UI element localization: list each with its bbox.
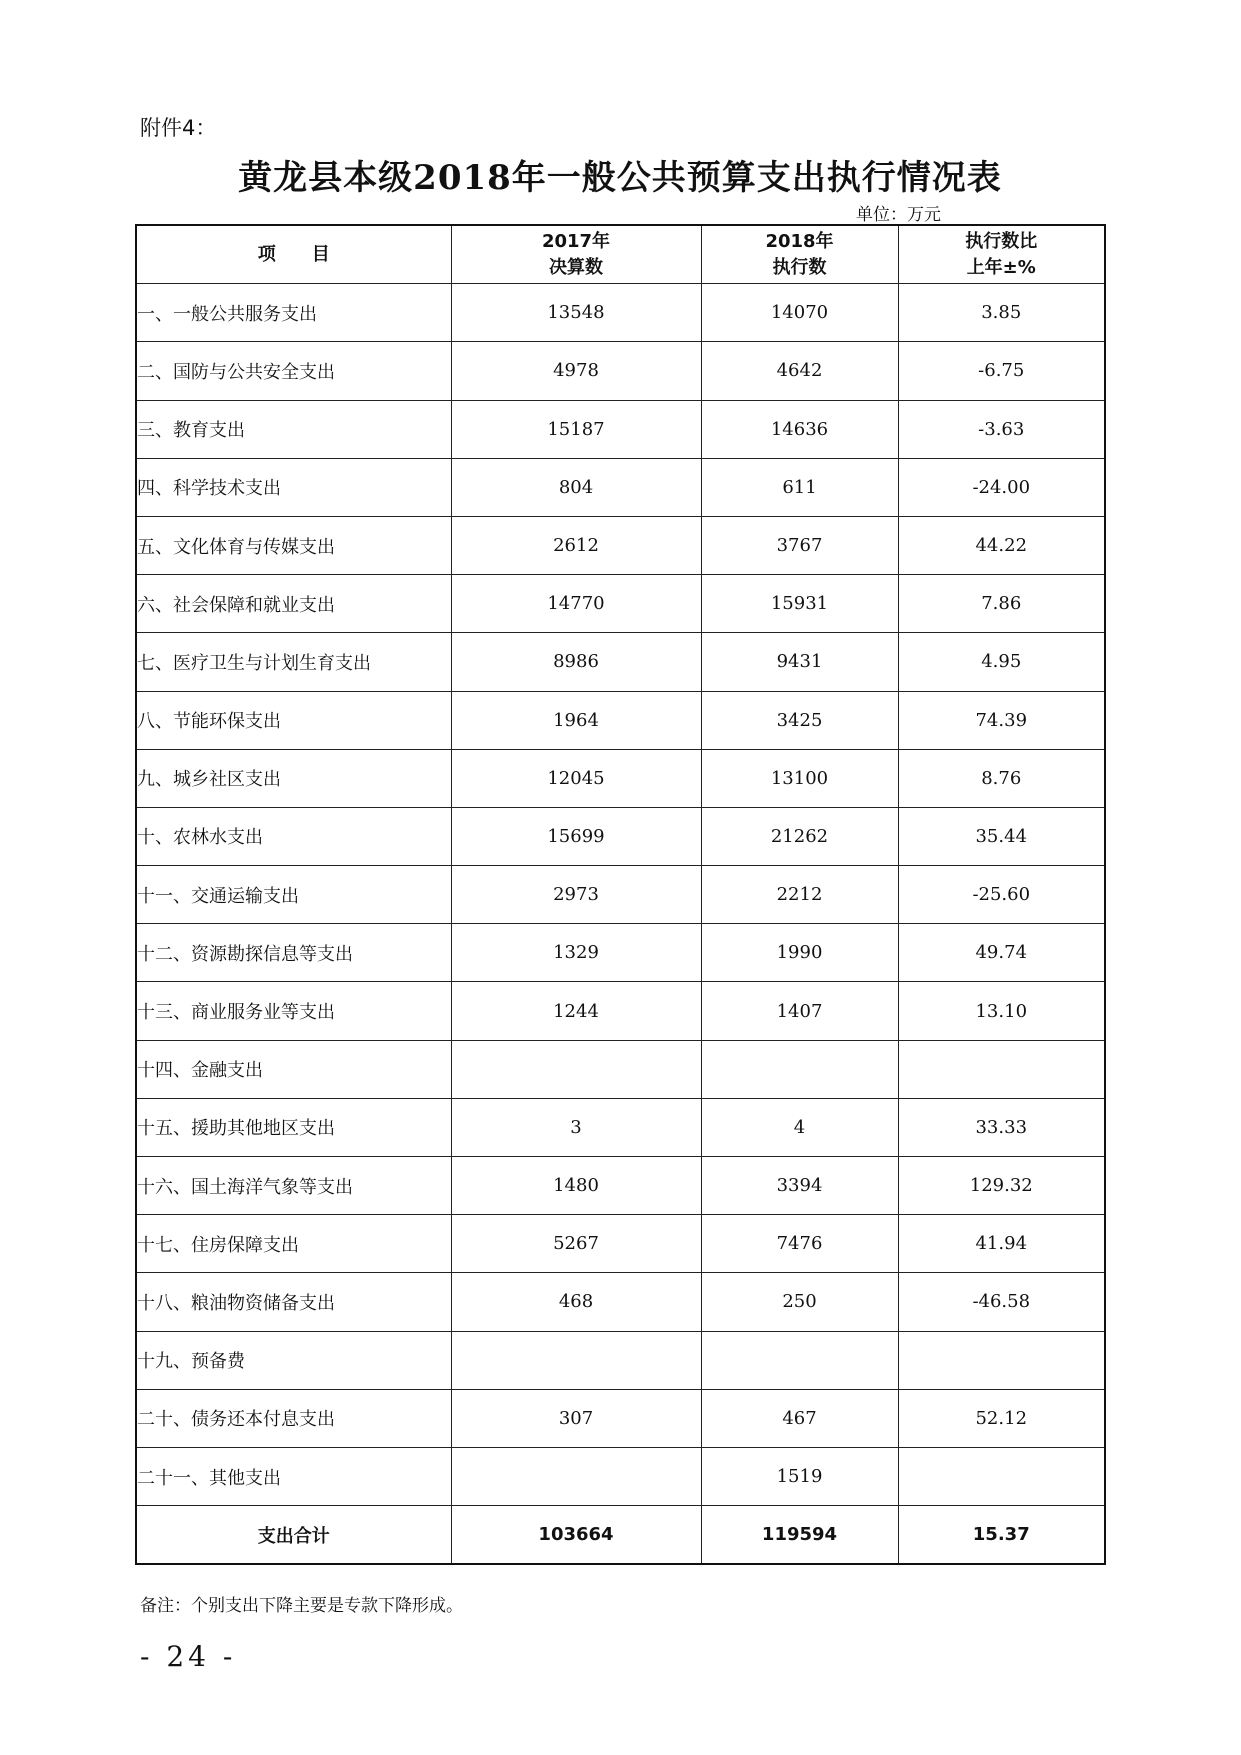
total-change-pct: 15.37 — [898, 1506, 1105, 1565]
table-row — [136, 1215, 1105, 1273]
row-item-name: 十二、资源勘探信息等支出 — [136, 924, 451, 982]
row-2017-value: 307 — [451, 1389, 701, 1447]
table-row — [136, 458, 1105, 516]
row-change-pct: 129.32 — [898, 1157, 1105, 1215]
footnote: 备注：个别支出下降主要是专款下降形成。 — [140, 1596, 463, 1616]
row-item-name: 一、一般公共服务支出 — [136, 284, 451, 342]
row-2018-value: 15931 — [701, 575, 898, 633]
row-2017-value: 5267 — [451, 1215, 701, 1273]
row-2017-value: 2612 — [451, 516, 701, 574]
table-row — [136, 1273, 1105, 1331]
table-row — [136, 1389, 1105, 1447]
row-2018-value: 1990 — [701, 924, 898, 982]
row-item-name: 十七、住房保障支出 — [136, 1215, 451, 1273]
row-change-pct: -3.63 — [898, 400, 1105, 458]
row-2018-value: 7476 — [701, 1215, 898, 1273]
row-2017-value: 13548 — [451, 284, 701, 342]
row-change-pct: -25.60 — [898, 866, 1105, 924]
unit-label: 单位：万元 — [856, 205, 941, 225]
row-2018-value: 4642 — [701, 342, 898, 400]
table-row — [136, 633, 1105, 691]
header-2018 — [701, 225, 898, 284]
row-item-name: 九、城乡社区支出 — [136, 749, 451, 807]
header-item — [136, 225, 451, 284]
row-change-pct: 35.44 — [898, 807, 1105, 865]
attachment-label: 附件4： — [140, 116, 217, 140]
table-row — [136, 1331, 1105, 1389]
total-2017-value: 103664 — [451, 1506, 701, 1565]
row-2018-value: 13100 — [701, 749, 898, 807]
row-item-name: 二十、债务还本付息支出 — [136, 1389, 451, 1447]
row-2018-value — [701, 1040, 898, 1098]
row-2017-value — [451, 1447, 701, 1505]
table-row — [136, 575, 1105, 633]
header-2017 — [451, 225, 701, 284]
row-2018-value: 3394 — [701, 1157, 898, 1215]
row-2018-value: 611 — [701, 458, 898, 516]
header-2018-line2: 执行数 — [772, 256, 827, 278]
row-2018-value: 467 — [701, 1389, 898, 1447]
table-row — [136, 924, 1105, 982]
row-change-pct: 13.10 — [898, 982, 1105, 1040]
row-change-pct: 3.85 — [898, 284, 1105, 342]
row-2018-value: 21262 — [701, 807, 898, 865]
row-2017-value: 468 — [451, 1273, 701, 1331]
row-item-name: 十一、交通运输支出 — [136, 866, 451, 924]
table-row — [136, 1157, 1105, 1215]
row-2017-value: 1964 — [451, 691, 701, 749]
header-item-label: 项 目 — [257, 243, 330, 265]
total-row — [136, 1506, 1105, 1565]
row-2018-value: 14636 — [701, 400, 898, 458]
row-change-pct — [898, 1331, 1105, 1389]
table-header-row — [136, 225, 1105, 284]
row-change-pct: 52.12 — [898, 1389, 1105, 1447]
table-row — [136, 1098, 1105, 1156]
table-row — [136, 807, 1105, 865]
table-row — [136, 284, 1105, 342]
total-label: 支出合计 — [136, 1506, 451, 1565]
row-item-name: 十三、商业服务业等支出 — [136, 982, 451, 1040]
row-2017-value: 1480 — [451, 1157, 701, 1215]
row-change-pct: -24.00 — [898, 458, 1105, 516]
table-row — [136, 866, 1105, 924]
row-2018-value: 3767 — [701, 516, 898, 574]
row-item-name: 十六、国土海洋气象等支出 — [136, 1157, 451, 1215]
row-item-name: 八、节能环保支出 — [136, 691, 451, 749]
row-2018-value: 3425 — [701, 691, 898, 749]
row-change-pct: 8.76 — [898, 749, 1105, 807]
row-2017-value: 1244 — [451, 982, 701, 1040]
row-2018-value: 250 — [701, 1273, 898, 1331]
table-row — [136, 1040, 1105, 1098]
row-item-name: 七、医疗卫生与计划生育支出 — [136, 633, 451, 691]
table-row — [136, 1447, 1105, 1505]
row-change-pct: 33.33 — [898, 1098, 1105, 1156]
header-2017-line2: 决算数 — [549, 256, 603, 278]
header-ratio-line2: 上年±% — [966, 256, 1036, 278]
row-2017-value: 15699 — [451, 807, 701, 865]
row-change-pct: -46.58 — [898, 1273, 1105, 1331]
row-change-pct: 49.74 — [898, 924, 1105, 982]
row-item-name: 六、社会保障和就业支出 — [136, 575, 451, 633]
header-2017-line1: 2017年 — [541, 230, 611, 252]
row-change-pct: 74.39 — [898, 691, 1105, 749]
row-2017-value: 3 — [451, 1098, 701, 1156]
row-2017-value: 1329 — [451, 924, 701, 982]
row-item-name: 二、国防与公共安全支出 — [136, 342, 451, 400]
table-row — [136, 400, 1105, 458]
row-2018-value: 9431 — [701, 633, 898, 691]
table-row — [136, 691, 1105, 749]
row-2017-value: 4978 — [451, 342, 701, 400]
row-item-name: 四、科学技术支出 — [136, 458, 451, 516]
row-change-pct — [898, 1040, 1105, 1098]
row-change-pct — [898, 1447, 1105, 1505]
row-change-pct: -6.75 — [898, 342, 1105, 400]
row-item-name: 十四、金融支出 — [136, 1040, 451, 1098]
row-item-name: 十八、粮油物资储备支出 — [136, 1273, 451, 1331]
row-item-name: 十五、援助其他地区支出 — [136, 1098, 451, 1156]
row-2017-value: 804 — [451, 458, 701, 516]
page-number: - 24 - — [140, 1640, 237, 1673]
row-2018-value: 1407 — [701, 982, 898, 1040]
row-change-pct: 7.86 — [898, 575, 1105, 633]
row-2018-value: 4 — [701, 1098, 898, 1156]
row-2017-value — [451, 1331, 701, 1389]
row-item-name: 十九、预备费 — [136, 1331, 451, 1389]
row-2018-value: 1519 — [701, 1447, 898, 1505]
table-row — [136, 749, 1105, 807]
header-2018-line1: 2018年 — [765, 230, 834, 252]
row-2017-value: 15187 — [451, 400, 701, 458]
budget-table — [135, 224, 1106, 1565]
row-2018-value — [701, 1331, 898, 1389]
row-2017-value: 8986 — [451, 633, 701, 691]
row-item-name: 五、文化体育与传媒支出 — [136, 516, 451, 574]
page-title: 黄龙县本级2018年一般公共预算支出执行情况表 — [238, 158, 1002, 198]
table-row — [136, 982, 1105, 1040]
table-row — [136, 342, 1105, 400]
row-item-name: 二十一、其他支出 — [136, 1447, 451, 1505]
header-ratio-line1: 执行数比 — [965, 230, 1038, 252]
row-2018-value: 2212 — [701, 866, 898, 924]
row-2017-value: 12045 — [451, 749, 701, 807]
table-body — [136, 284, 1105, 1565]
row-2017-value: 14770 — [451, 575, 701, 633]
header-ratio — [898, 225, 1105, 284]
row-item-name: 三、教育支出 — [136, 400, 451, 458]
row-2018-value: 14070 — [701, 284, 898, 342]
row-item-name: 十、农林水支出 — [136, 807, 451, 865]
row-2017-value: 2973 — [451, 866, 701, 924]
row-2017-value — [451, 1040, 701, 1098]
table-row — [136, 516, 1105, 574]
row-change-pct: 44.22 — [898, 516, 1105, 574]
row-change-pct: 4.95 — [898, 633, 1105, 691]
row-change-pct: 41.94 — [898, 1215, 1105, 1273]
total-2018-value: 119594 — [701, 1506, 898, 1565]
